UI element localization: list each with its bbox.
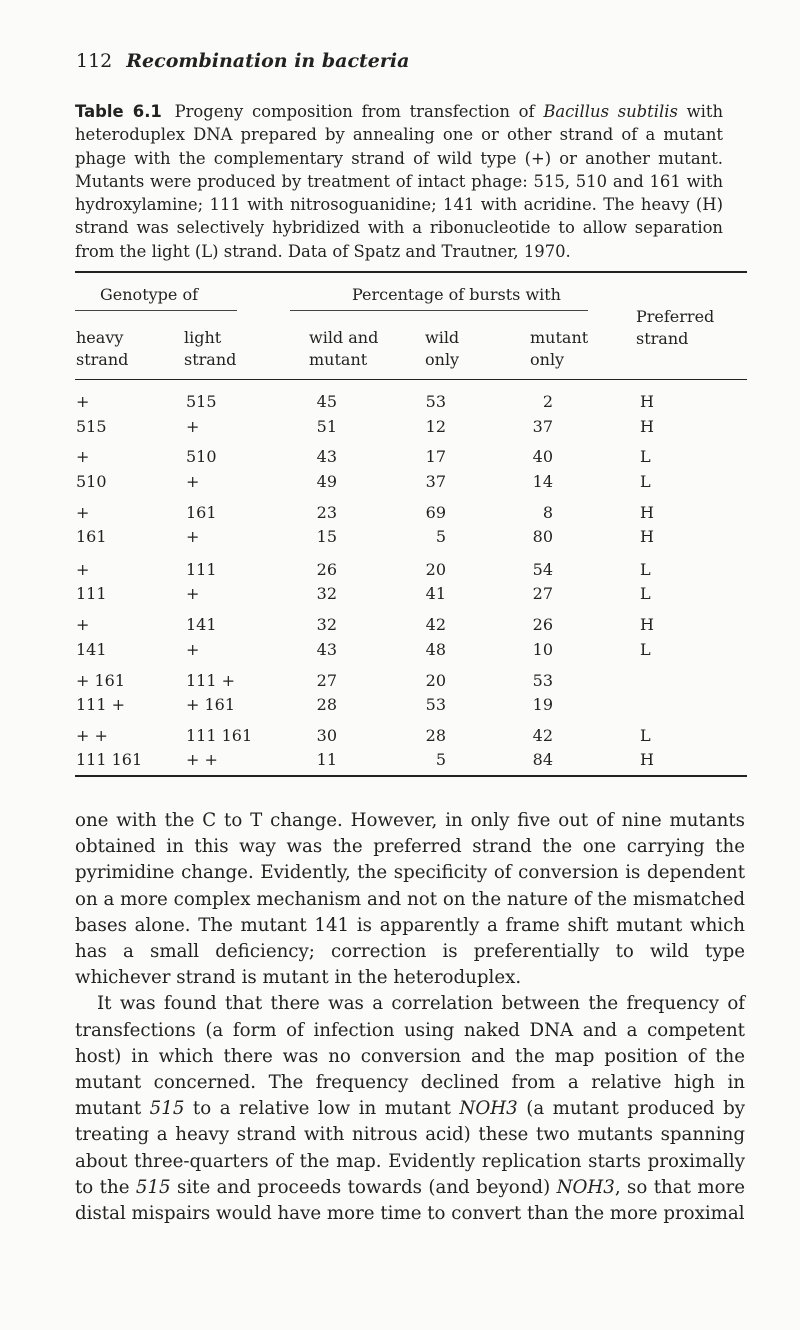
cell-preferred: L	[640, 447, 651, 466]
cell-wild-and-mutant: 15	[316, 527, 337, 546]
percentage-group-header: Percentage of bursts with	[352, 285, 561, 304]
cell-wild-only: 5	[435, 750, 446, 769]
cell-light: 510	[186, 447, 217, 466]
cell-preferred: H	[640, 527, 654, 546]
cell-light: 515	[186, 392, 217, 411]
cell-wild-only: 42	[425, 615, 446, 634]
caption-organism: Bacillus subtilis	[543, 102, 678, 121]
running-head	[76, 50, 409, 72]
cell-mutant-only: 42	[532, 726, 553, 745]
col-header-light: light strand	[184, 328, 237, 369]
table-top-rule	[75, 271, 747, 273]
cell-wild-and-mutant: 28	[316, 695, 337, 714]
cell-heavy: 111 +	[76, 695, 126, 714]
cell-heavy: +	[76, 560, 90, 579]
running-title: Recombination in bacteria	[126, 50, 410, 72]
cell-wild-only: 20	[425, 560, 446, 579]
cell-light: 141	[186, 615, 217, 634]
cell-wild-and-mutant: 26	[316, 560, 337, 579]
col-header-wild-only: wild only	[425, 328, 460, 369]
col-header-heavy: heavy strand	[76, 328, 129, 369]
percentage-group-rule	[290, 310, 588, 311]
cell-light: 111 161	[186, 726, 253, 745]
cell-light: 111	[186, 560, 217, 579]
page-number: 112	[76, 50, 113, 72]
cell-wild-only: 12	[425, 417, 446, 436]
cell-light: +	[186, 417, 200, 436]
cell-light: +	[186, 584, 200, 603]
cell-preferred: H	[640, 392, 654, 411]
cell-heavy: 515	[76, 417, 107, 436]
cell-wild-only: 41	[425, 584, 446, 603]
cell-wild-and-mutant: 11	[316, 750, 337, 769]
cell-mutant-only: 80	[532, 527, 553, 546]
caption-text-2: with heteroduplex DNA prepared by annealing one or other strand of a mutant phage with the complementary strand of wild type (+) or another mutant. Mutants were produced by treatment of intact phage: 515, 510 and 161 with hydroxylamine; 111 with nitrosoguanidine; 141 with acridine. The heavy (H) strand was selectively hybridized with a ribonucleotide to allow separation from the light (L) strand. Data of Spatz and Trautner, 1970.	[75, 102, 724, 261]
col-header-preferred: Preferred strand	[636, 307, 715, 348]
cell-wild-and-mutant: 49	[316, 472, 337, 491]
cell-mutant-only: 40	[532, 447, 553, 466]
cell-wild-only: 17	[425, 447, 446, 466]
cell-light: + +	[186, 750, 218, 769]
cell-wild-only: 20	[425, 671, 446, 690]
cell-wild-and-mutant: 23	[316, 503, 337, 522]
cell-mutant-only: 10	[532, 640, 553, 659]
body-text	[75, 808, 745, 1227]
col-header-mutant-only: mutant only	[530, 328, 589, 369]
cell-wild-and-mutant: 43	[316, 640, 337, 659]
cell-mutant-only: 54	[532, 560, 553, 579]
cell-mutant-only: 37	[532, 417, 553, 436]
cell-light: 161	[186, 503, 217, 522]
cell-mutant-only: 27	[532, 584, 553, 603]
cell-wild-and-mutant: 45	[316, 392, 337, 411]
cell-preferred: L	[640, 560, 651, 579]
cell-preferred: L	[640, 726, 651, 745]
cell-heavy: +	[76, 615, 90, 634]
cell-light: +	[186, 472, 200, 491]
cell-wild-only: 53	[425, 392, 446, 411]
cell-heavy: 111	[76, 584, 107, 603]
cell-wild-only: 53	[425, 695, 446, 714]
cell-wild-and-mutant: 27	[316, 671, 337, 690]
cell-heavy: +	[76, 392, 90, 411]
cell-light: +	[186, 527, 200, 546]
cell-mutant-only: 84	[532, 750, 553, 769]
cell-heavy: + 161	[76, 671, 126, 690]
cell-wild-and-mutant: 51	[316, 417, 337, 436]
cell-mutant-only: 19	[532, 695, 553, 714]
cell-heavy: 161	[76, 527, 107, 546]
cell-wild-only: 37	[425, 472, 446, 491]
cell-preferred: H	[640, 750, 654, 769]
cell-mutant-only: 26	[532, 615, 553, 634]
cell-wild-and-mutant: 32	[316, 584, 337, 603]
cell-heavy: 111 161	[76, 750, 143, 769]
cell-mutant-only: 8	[542, 503, 553, 522]
cell-light: +	[186, 640, 200, 659]
cell-mutant-only: 14	[532, 472, 553, 491]
cell-heavy: +	[76, 447, 90, 466]
cell-preferred: L	[640, 584, 651, 603]
cell-heavy: 510	[76, 472, 107, 491]
cell-preferred: H	[640, 503, 654, 522]
cell-light: + 161	[186, 695, 236, 714]
cell-preferred: H	[640, 417, 654, 436]
table-caption	[75, 100, 723, 263]
cell-preferred: L	[640, 472, 651, 491]
paragraph-1: one with the C to T change. However, in only five out of nine mutants obtained in this way was the preferred strand the one carrying the pyrimidine change. Evidently, the specificity of conversion is dependent on a more complex mechanism and not on the nature of the mismatched bases alone. The mutant 141 is apparently a frame shift mutant which has a small deficiency; correction is preferentially to wild type whichever strand is mutant in the heteroduplex.	[75, 810, 745, 989]
cell-light: 111 +	[186, 671, 236, 690]
cell-wild-and-mutant: 30	[316, 726, 337, 745]
table-bottom-rule	[75, 775, 747, 777]
table-label: Table 6.1	[75, 102, 162, 121]
paragraph-2: It was found that there was a correlation between the frequency of transfections (a form of infection using naked DNA and a competent host) in which there was no conversion and the map position of the mutant concerned. The frequency declined from a relative high in mutant 515 to a relative low in mutant NOH3 (a mutant produced by treating a heavy strand with nitrous acid) these two mutants spanning about three-quarters of the map. Evidently replication starts proximally to the 515 site and proceeds towards (and beyond) NOH3, so that more distal mispairs would have more time to convert than the more proximal	[75, 993, 745, 1225]
cell-wild-and-mutant: 32	[316, 615, 337, 634]
cell-heavy: +	[76, 503, 90, 522]
cell-preferred: L	[640, 640, 651, 659]
cell-mutant-only: 2	[542, 392, 553, 411]
cell-wild-only: 48	[425, 640, 446, 659]
table-header-rule	[75, 379, 747, 380]
genotype-group-rule	[75, 310, 237, 311]
col-header-wild-and-mutant: wild and mutant	[309, 328, 379, 369]
cell-heavy: + +	[76, 726, 108, 745]
genotype-group-header: Genotype of	[100, 285, 199, 304]
cell-wild-only: 28	[425, 726, 446, 745]
cell-mutant-only: 53	[532, 671, 553, 690]
cell-preferred: H	[640, 615, 654, 634]
caption-text-1: Progeny composition from transfection of	[174, 102, 535, 121]
cell-wild-and-mutant: 43	[316, 447, 337, 466]
cell-heavy: 141	[76, 640, 107, 659]
cell-wild-only: 5	[435, 527, 446, 546]
cell-wild-only: 69	[425, 503, 446, 522]
